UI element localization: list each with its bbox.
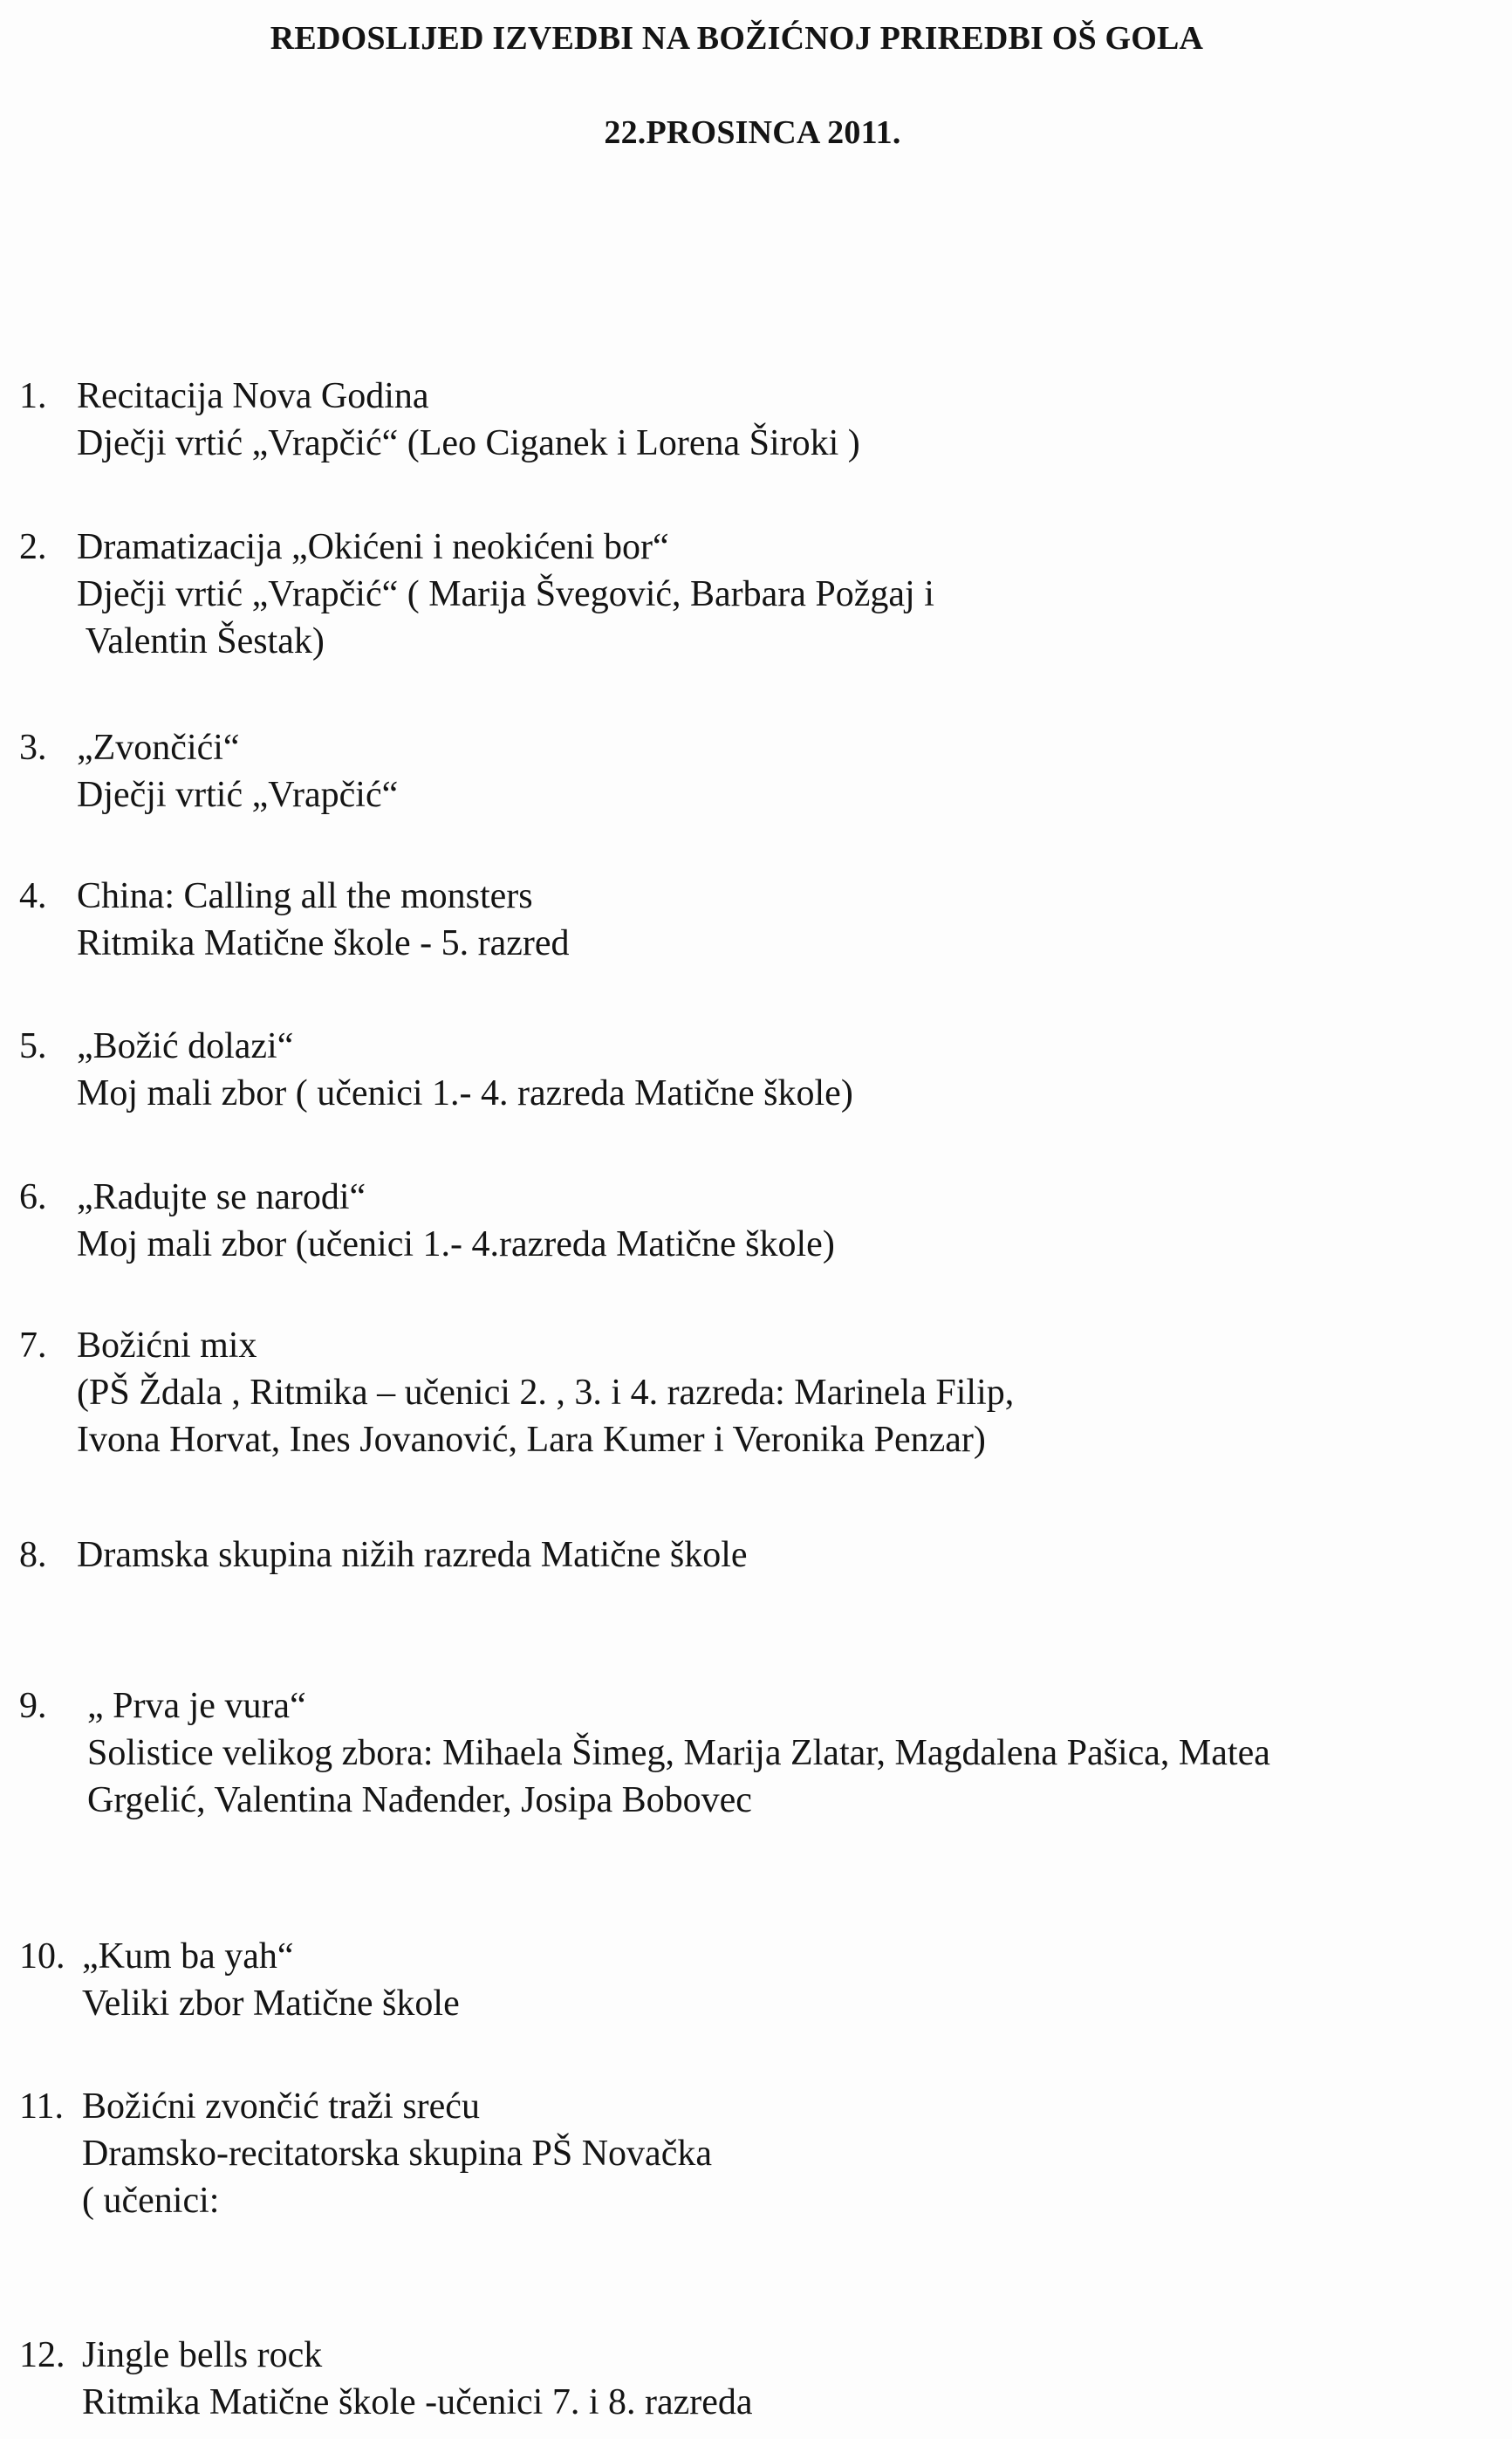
item-title: Božićni mix	[77, 1326, 257, 1366]
item-performer: Dječji vrtić „Vrapčić“ ( Marija Švegović, Barbara Požgaj i	[77, 574, 934, 614]
item-performer: Veliki zbor Matične škole	[82, 1983, 460, 2024]
item-title: „Božić dolazi“	[77, 1026, 294, 1066]
item-title: „Zvončići“	[77, 728, 240, 768]
item-performer: Dječji vrtić „Vrapčić“	[77, 775, 399, 815]
document-date: 22.PROSINCA 2011.	[604, 114, 901, 151]
item-performer: Moj mali zbor ( učenici 1.- 4. razreda Matične škole)	[77, 1073, 853, 1113]
item-performer: (PŠ Ždala , Ritmika – učenici 2. , 3. i 4. razreda: Marinela Filip,	[77, 1373, 1015, 1413]
item-title: Dramska skupina nižih razreda Matične škole	[77, 1535, 748, 1575]
item-number: 2.	[19, 527, 47, 567]
item-title: „Kum ba yah“	[82, 1936, 294, 1977]
item-number: 7.	[19, 1326, 47, 1366]
item-number: 9.	[19, 1686, 47, 1726]
item-performer-continued: Valentin Šestak)	[77, 621, 325, 661]
item-title: China: Calling all the monsters	[77, 876, 533, 916]
item-performer: Solistice velikog zbora: Mihaela Šimeg, Marija Zlatar, Magdalena Pašica, Matea	[87, 1733, 1270, 1773]
item-number: 4.	[19, 876, 47, 916]
item-performer-continued: Grgelić, Valentina Nađender, Josipa Bobovec	[87, 1780, 752, 1820]
item-number: 12.	[19, 2335, 65, 2375]
item-title: Božićni zvončić traži sreću	[82, 2086, 480, 2127]
item-performer: Ritmika Matične škole - 5. razred	[77, 923, 570, 963]
item-number: 3.	[19, 728, 47, 768]
item-number: 5.	[19, 1026, 47, 1066]
item-title: „ Prva je vura“	[87, 1686, 306, 1726]
item-number: 6.	[19, 1177, 47, 1217]
item-number: 11.	[19, 2086, 64, 2127]
item-title: Jingle bells rock	[82, 2335, 323, 2375]
item-number: 1.	[19, 376, 47, 416]
item-title: „Radujte se narodi“	[77, 1177, 366, 1217]
item-title: Recitacija Nova Godina	[77, 376, 429, 416]
item-title: Dramatizacija „Okićeni i neokićeni bor“	[77, 527, 669, 567]
document-title: REDOSLIJED IZVEDBI NA BOŽIĆNOJ PRIREDBI OŠ GOLA	[270, 20, 1204, 57]
item-performer-continued: Ivona Horvat, Ines Jovanović, Lara Kumer i Veronika Penzar)	[77, 1420, 986, 1460]
item-performer: Dramsko-recitatorska skupina PŠ Novačka	[82, 2134, 712, 2174]
item-performer: Moj mali zbor (učenici 1.- 4.razreda Matične škole)	[77, 1224, 835, 1264]
item-performer: Dječji vrtić „Vrapčić“ (Leo Ciganek i Lorena Široki )	[77, 423, 860, 463]
item-performer: Ritmika Matične škole -učenici 7. i 8. razreda	[82, 2382, 753, 2422]
item-performer-continued: ( učenici:	[82, 2181, 220, 2221]
item-number: 10.	[19, 1936, 65, 1977]
item-number: 8.	[19, 1535, 47, 1575]
